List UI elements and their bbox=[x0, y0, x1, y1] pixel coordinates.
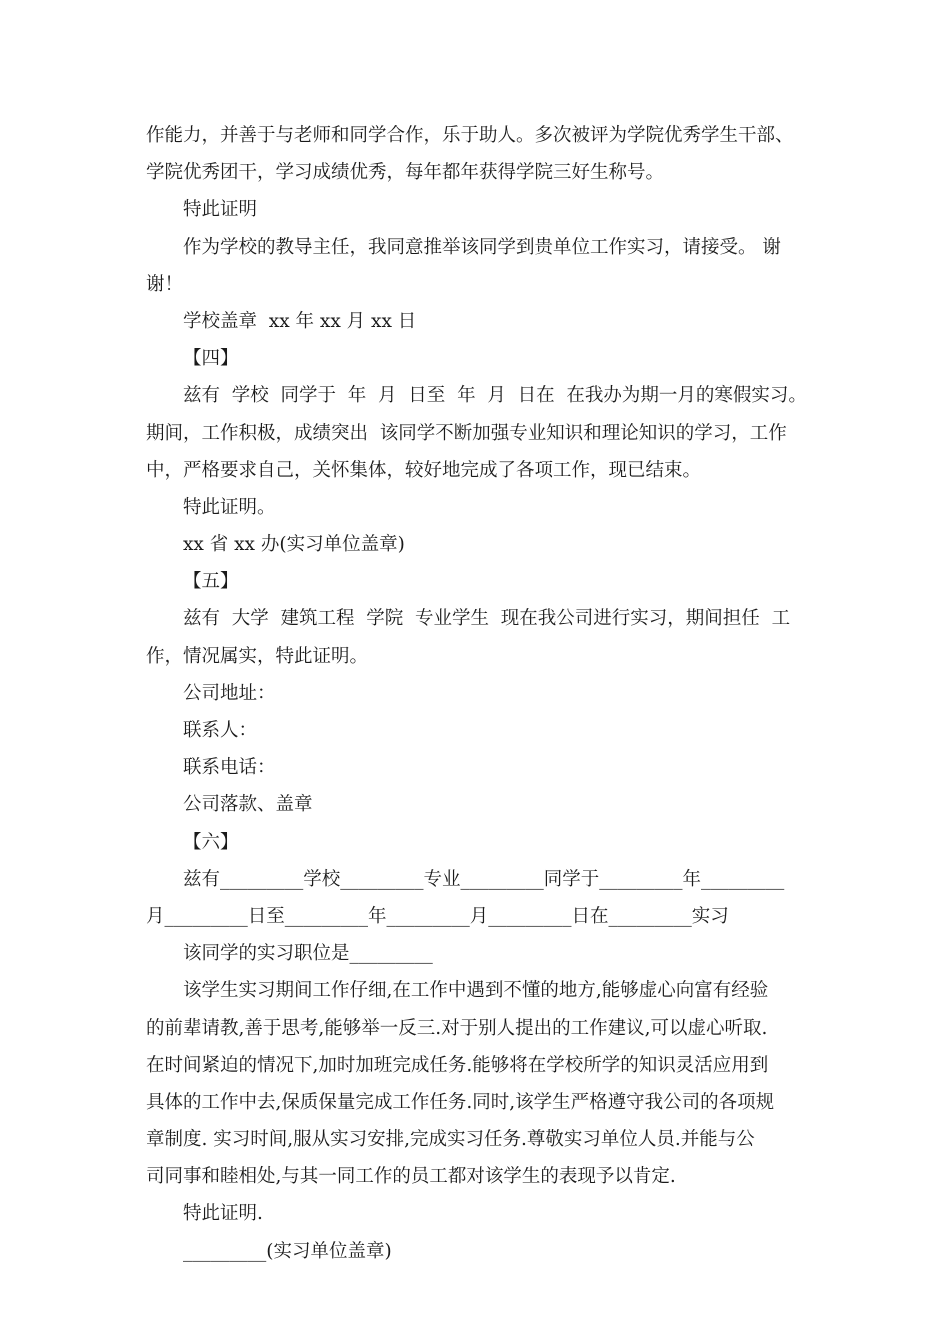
text-line: xx 省 xx 办(实习单位盖章) bbox=[183, 534, 405, 556]
text-line: 公司落款、盖章 bbox=[183, 794, 313, 816]
text-line: 学校盖章 xx 年 xx 月 xx 日 bbox=[183, 310, 417, 332]
text-line: 在时间紧迫的情况下,加时加班完成任务.能够将在学校所学的知识灵活应用到 bbox=[146, 1054, 769, 1076]
text-line: 具体的工作中去,保质保量完成工作任务.同时,该学生严格遵守我公司的各项规 bbox=[146, 1091, 775, 1113]
text-line: 公司地址： bbox=[183, 682, 276, 704]
text-line: 联系电话： bbox=[183, 757, 276, 779]
document-body bbox=[146, 117, 808, 1270]
text-line: 谢！ bbox=[146, 273, 184, 295]
text-line: 兹有 大学 建筑工程 学院 专业学生 现在我公司进行实习，期间担任 工 bbox=[183, 608, 791, 630]
text-line: 作能力，并善于与老师和同学合作，乐于助人。多次被评为学院优秀学生干部、 bbox=[146, 125, 794, 146]
text-line: 月_________日至_________年_________月_________日在_________实习 bbox=[146, 905, 729, 927]
text-line: 【六】 bbox=[183, 831, 239, 853]
text-line: 兹有_________学校_________专业_________同学于_________年_________ bbox=[183, 868, 785, 890]
text-line: 学院优秀团干，学习成绩优秀，每年都年获得学院三好生称号。 bbox=[146, 162, 665, 184]
text-line: 特此证明。 bbox=[183, 496, 276, 518]
text-line: 兹有 学校 同学于 年 月 日至 年 月 日在 在我办为期一月的寒假实习。 bbox=[183, 385, 807, 407]
text-line: 中，严格要求自己，关怀集体，较好地完成了各项工作，现已结束。 bbox=[146, 459, 702, 481]
text-line: 作为学校的教导主任，我同意推举该同学到贵单位工作实习，请接受。 谢 bbox=[183, 236, 781, 258]
text-line: 【五】 bbox=[183, 571, 239, 593]
text-line: 特此证明. bbox=[183, 1203, 263, 1225]
text-line: _________(实习单位盖章) bbox=[183, 1240, 392, 1262]
text-line: 该学生实习期间工作仔细,在工作中遇到不懂的地方,能够虚心向富有经验 bbox=[183, 980, 769, 1002]
text-line: 【四】 bbox=[183, 348, 239, 370]
text-line: 期间，工作积极，成绩突出 该同学不断加强专业知识和理论知识的学习，工作 bbox=[146, 422, 787, 444]
text-line: 司同事和睦相处,与其一同工作的员工都对该学生的表现予以肯定. bbox=[146, 1166, 676, 1188]
text-line: 特此证明 bbox=[183, 199, 258, 221]
text-line: 章制度. 实习时间,服从实习安排,完成实习任务.尊敬实习单位人员.并能与公 bbox=[146, 1129, 755, 1151]
text-line: 联系人： bbox=[183, 720, 258, 741]
text-line: 该同学的实习职位是_________ bbox=[183, 943, 433, 965]
text-line: 的前辈请教,善于思考,能够举一反三.对于别人提出的工作建议,可以虚心听取. bbox=[146, 1017, 768, 1039]
text-line: 作，情况属实，特此证明。 bbox=[146, 645, 369, 667]
